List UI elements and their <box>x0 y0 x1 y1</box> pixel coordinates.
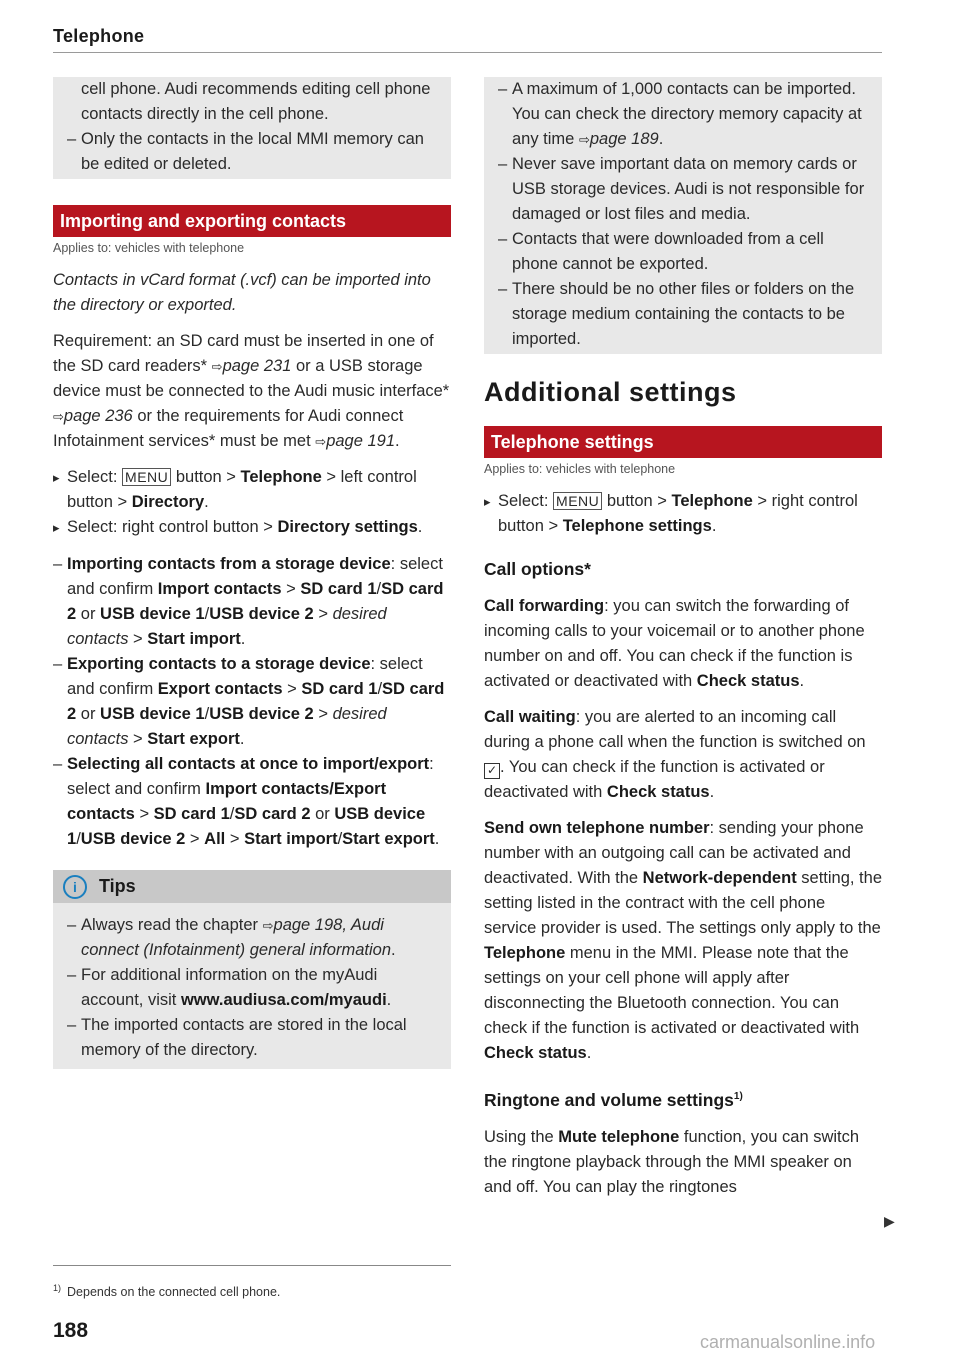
tip-item: – The imported contacts are stored in the local memory of the directory. <box>67 1013 439 1063</box>
applies-to: Applies to: vehicles with telephone <box>53 241 245 255</box>
section-title: Importing and exporting contacts <box>53 205 451 237</box>
continued-note-box <box>484 77 882 354</box>
page-ref-link[interactable]: page 198, Audi connect (Infotainment) general information <box>81 916 392 959</box>
left-column <box>53 77 451 1069</box>
menu-key-label: MENU <box>122 468 171 486</box>
import-export-list <box>53 552 451 852</box>
note-item: – Only the contacts in the local MMI memory can be edited or deleted. <box>67 127 439 177</box>
ref-arrow-icon: ⇨ <box>315 434 327 449</box>
checkbox-checked-icon: ✓ <box>484 763 500 779</box>
ringtone-heading: Ringtone and volume settings$^{1)}$ <box>484 1089 743 1110</box>
call-options-heading: Call options* <box>484 559 591 579</box>
list-item: – Exporting contacts to a storage device: select and confirm Export contacts > SD card 1/SD card 2 or USB device 1/USB device 2 > desired contacts > Start export. <box>53 652 451 752</box>
right-column <box>484 77 882 1211</box>
tip-item: – For additional information on the myAudi account, visit www.audiusa.com/myaudi. <box>67 963 439 1013</box>
running-header: Telephone <box>53 26 145 46</box>
page-number: 188 <box>53 1319 89 1342</box>
ref-arrow-icon: ⇨ <box>262 918 274 933</box>
note-item: – Contacts that were downloaded from a cell phone cannot be exported. <box>498 227 870 277</box>
watermark: carmanualsonline.info <box>700 1332 876 1352</box>
page-ref-link[interactable]: page 231 <box>222 357 292 375</box>
tip-item: – Always read the chapter ⇨page 198, Audi connect (Infotainment) general information. <box>67 913 439 963</box>
ref-arrow-icon: ⇨ <box>211 359 223 374</box>
footnote: $^{1)}$ Depends on the connected cell phone. <box>53 1283 281 1300</box>
list-item: – Importing contacts from a storage device: select and confirm Import contacts > SD card 1/SD card 2 or USB device 1/USB device 2 > desired contacts > Start import. <box>53 552 451 652</box>
note-item: – There should be no other files or folders on the storage medium containing the contacts to be imported. <box>498 277 870 352</box>
procedure-steps <box>484 489 882 539</box>
call-waiting-paragraph: Call waiting: you are alerted to an incoming call during a phone call when the function is switched on ✓ . You can check if the function is activated or deactivated with Check status. <box>484 708 866 801</box>
procedure-steps <box>53 465 451 540</box>
ref-arrow-icon: ⇨ <box>53 409 64 424</box>
section-title: Telephone settings <box>484 426 882 458</box>
step-item: ▸ Select: MENU button > Telephone > right control button > Telephone settings. <box>484 489 882 539</box>
ref-arrow-icon: ⇨ <box>578 132 590 147</box>
list-item: – Selecting all contacts at once to import/export: select and confirm Import contacts/Export contacts > SD card 1/SD card 2 or USB device 1/USB device 2 > All > Start import/Start export. <box>53 752 451 852</box>
note-item: – Never save important data on memory cards or USB storage devices. Audi is not responsible for damaged or lost files and media. <box>498 152 870 227</box>
tips-box <box>53 870 451 1069</box>
footnote-divider <box>53 1265 451 1266</box>
continued-note-box <box>53 77 451 179</box>
call-forwarding-paragraph: Call forwarding: you can switch the forwarding of incoming calls to your voicemail or to another phone number on and off. You can check if the function is activated or deactivated with Check status. <box>484 597 865 690</box>
myaudi-link[interactable]: www.audiusa.com/myaudi <box>180 991 387 1009</box>
tips-header <box>53 870 451 903</box>
page-ref-link[interactable]: page 191 <box>326 432 396 450</box>
page-ref-link[interactable]: page 189 <box>589 130 659 148</box>
menu-key-label: MENU <box>553 492 602 510</box>
header-divider <box>53 52 882 53</box>
step-item: ▸ Select: right control button > Directory settings. <box>53 515 451 540</box>
send-number-paragraph: Send own telephone number: sending your phone number with an outgoing call can be activated and deactivated. With the Network-dependent setting, the setting listed in the contract with the cell phone service provider is used. The settings only apply to the Telephone menu in the MMI. Please note that the settings on your cell phone will apply after disconnecting the Bluetooth connection. You can check if the function is activated or deactivated with Check status. <box>484 819 882 1062</box>
section-intro: Contacts in vCard format (.vcf) can be imported into the directory or exported. <box>53 271 431 314</box>
tips-title: Tips <box>99 876 136 896</box>
note-text: cell phone. Audi recommends editing cell phone contacts directly in the cell phone. <box>81 80 431 123</box>
step-item: ▸ Select: MENU button > Telephone > left control button > Directory. <box>53 465 451 515</box>
applies-to: Applies to: vehicles with telephone <box>484 462 676 476</box>
ringtone-paragraph: Using the Mute telephone function, you can switch the ringtone playback through the MMI speaker on and off. You can play the ringtones <box>484 1127 860 1196</box>
note-item: – A maximum of 1,000 contacts can be imported. You can check the directory memory capacity at any time ⇨page 189. <box>498 77 870 152</box>
requirement-paragraph: Requirement: an SD card must be inserted in one of the SD card readers* ⇨page 231 or a USB storage device must be connected to the Audi music interface* ⇨page 236 or the requirements for Audi connect Infotainment services* must be met ⇨page 191. <box>53 332 450 450</box>
continue-arrow-icon: ▶ <box>884 1213 895 1229</box>
info-icon: i <box>63 875 87 899</box>
chapter-heading: Additional settings <box>484 377 737 407</box>
page-ref-link[interactable]: page 236 <box>63 407 133 425</box>
